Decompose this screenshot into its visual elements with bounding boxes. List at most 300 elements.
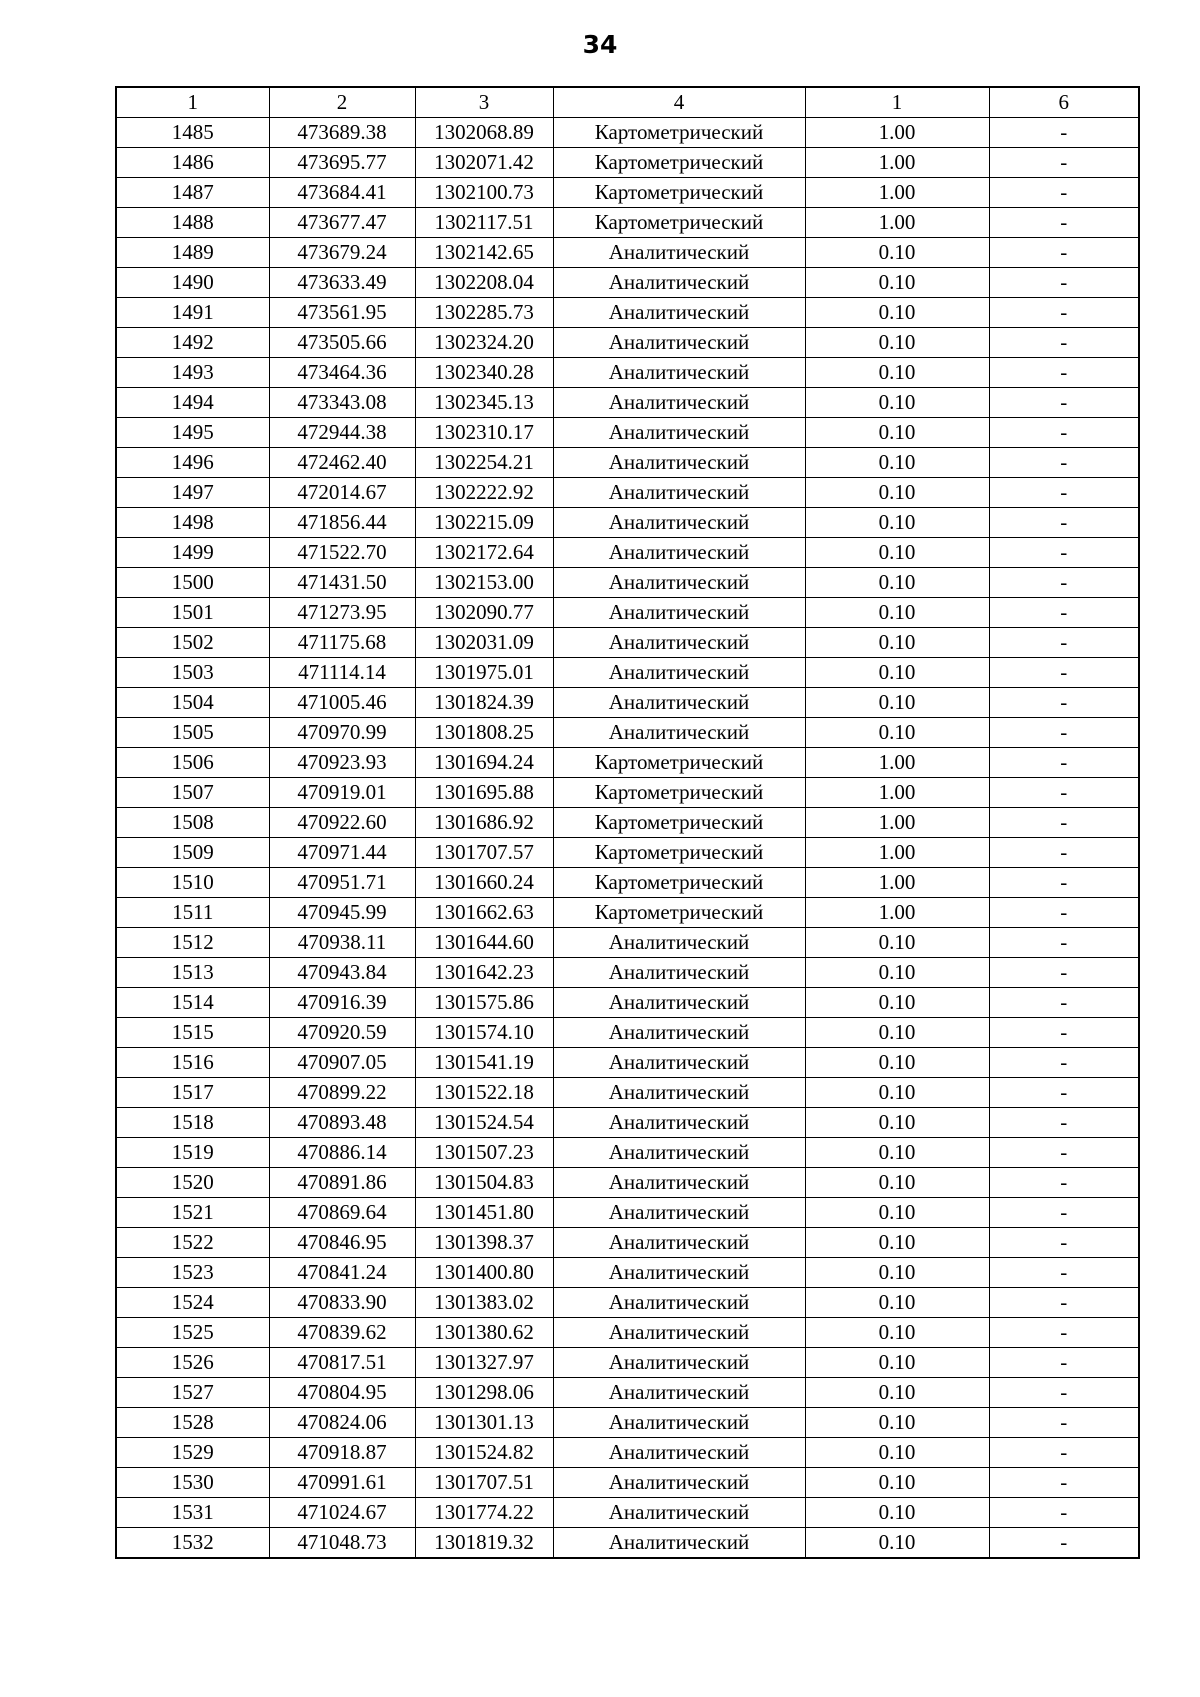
table-row [116,1378,1139,1408]
accuracy-cell: 0.10 [805,718,989,748]
description-cell: - [989,1468,1139,1498]
table-row [116,898,1139,928]
accuracy-cell: 0.10 [805,358,989,388]
y-coordinate-cell: 1301707.51 [415,1468,553,1498]
table-row [116,448,1139,478]
method-cell: Аналитический [553,958,805,988]
method-cell: Аналитический [553,988,805,1018]
point-number-cell: 1505 [116,718,269,748]
method-cell: Картометрический [553,208,805,238]
accuracy-cell: 0.10 [805,1108,989,1138]
method-cell: Аналитический [553,268,805,298]
y-coordinate-cell: 1302310.17 [415,418,553,448]
description-cell: - [989,748,1139,778]
method-cell: Аналитический [553,388,805,418]
description-cell: - [989,808,1139,838]
accuracy-cell: 0.10 [805,1378,989,1408]
method-cell: Аналитический [553,718,805,748]
x-coordinate-cell: 470824.06 [269,1408,415,1438]
x-coordinate-cell: 472014.67 [269,478,415,508]
description-cell: - [989,1528,1139,1559]
description-cell: - [989,448,1139,478]
table-row [116,1408,1139,1438]
accuracy-cell: 0.10 [805,1228,989,1258]
description-cell: - [989,598,1139,628]
description-cell: - [989,508,1139,538]
x-coordinate-cell: 470919.01 [269,778,415,808]
method-cell: Аналитический [553,1378,805,1408]
table-row [116,1228,1139,1258]
point-number-cell: 1499 [116,538,269,568]
accuracy-cell: 1.00 [805,778,989,808]
description-cell: - [989,298,1139,328]
accuracy-cell: 0.10 [805,1438,989,1468]
point-number-cell: 1486 [116,148,269,178]
point-number-cell: 1514 [116,988,269,1018]
y-coordinate-cell: 1302324.20 [415,328,553,358]
table-row [116,1258,1139,1288]
method-cell: Аналитический [553,628,805,658]
description-cell: - [989,1138,1139,1168]
method-cell: Аналитический [553,1198,805,1228]
x-coordinate-cell: 470891.86 [269,1168,415,1198]
method-cell: Картометрический [553,868,805,898]
column-header: 4 [553,87,805,118]
point-number-cell: 1490 [116,268,269,298]
description-cell: - [989,658,1139,688]
x-coordinate-cell: 470945.99 [269,898,415,928]
point-number-cell: 1512 [116,928,269,958]
point-number-cell: 1491 [116,298,269,328]
description-cell: - [989,568,1139,598]
point-number-cell: 1521 [116,1198,269,1228]
x-coordinate-cell: 470918.87 [269,1438,415,1468]
accuracy-cell: 0.10 [805,1348,989,1378]
table-row [116,838,1139,868]
x-coordinate-cell: 473505.66 [269,328,415,358]
x-coordinate-cell: 470970.99 [269,718,415,748]
y-coordinate-cell: 1302254.21 [415,448,553,478]
table-row [116,208,1139,238]
y-coordinate-cell: 1302172.64 [415,538,553,568]
x-coordinate-cell: 470817.51 [269,1348,415,1378]
x-coordinate-cell: 470923.93 [269,748,415,778]
point-number-cell: 1520 [116,1168,269,1198]
accuracy-cell: 0.10 [805,1078,989,1108]
x-coordinate-cell: 470916.39 [269,988,415,1018]
method-cell: Аналитический [553,238,805,268]
description-cell: - [989,928,1139,958]
point-number-cell: 1492 [116,328,269,358]
y-coordinate-cell: 1301507.23 [415,1138,553,1168]
description-cell: - [989,1498,1139,1528]
description-cell: - [989,1318,1139,1348]
y-coordinate-cell: 1301694.24 [415,748,553,778]
x-coordinate-cell: 471024.67 [269,1498,415,1528]
table-row [116,328,1139,358]
description-cell: - [989,988,1139,1018]
method-cell: Аналитический [553,1018,805,1048]
coordinates-table [115,86,1140,1559]
point-number-cell: 1502 [116,628,269,658]
point-number-cell: 1509 [116,838,269,868]
description-cell: - [989,958,1139,988]
table-row [116,1198,1139,1228]
x-coordinate-cell: 471005.46 [269,688,415,718]
table-row [116,1468,1139,1498]
x-coordinate-cell: 473633.49 [269,268,415,298]
table-row [116,1348,1139,1378]
x-coordinate-cell: 470920.59 [269,1018,415,1048]
accuracy-cell: 1.00 [805,148,989,178]
method-cell: Аналитический [553,1258,805,1288]
table-row [116,238,1139,268]
accuracy-cell: 0.10 [805,1528,989,1559]
description-cell: - [989,1198,1139,1228]
x-coordinate-cell: 471431.50 [269,568,415,598]
accuracy-cell: 0.10 [805,1498,989,1528]
table-row [116,808,1139,838]
point-number-cell: 1507 [116,778,269,808]
accuracy-cell: 0.10 [805,538,989,568]
y-coordinate-cell: 1301662.63 [415,898,553,928]
table-row [116,988,1139,1018]
accuracy-cell: 1.00 [805,118,989,148]
x-coordinate-cell: 471273.95 [269,598,415,628]
y-coordinate-cell: 1301298.06 [415,1378,553,1408]
method-cell: Аналитический [553,1078,805,1108]
table-row [116,718,1139,748]
x-coordinate-cell: 470899.22 [269,1078,415,1108]
accuracy-cell: 0.10 [805,598,989,628]
method-cell: Аналитический [553,1468,805,1498]
method-cell: Аналитический [553,1348,805,1378]
description-cell: - [989,238,1139,268]
y-coordinate-cell: 1301398.37 [415,1228,553,1258]
accuracy-cell: 1.00 [805,208,989,238]
column-header: 3 [415,87,553,118]
accuracy-cell: 0.10 [805,1318,989,1348]
table-row [116,958,1139,988]
method-cell: Аналитический [553,598,805,628]
y-coordinate-cell: 1302153.00 [415,568,553,598]
description-cell: - [989,118,1139,148]
point-number-cell: 1532 [116,1528,269,1559]
x-coordinate-cell: 473561.95 [269,298,415,328]
x-coordinate-cell: 470841.24 [269,1258,415,1288]
x-coordinate-cell: 471522.70 [269,538,415,568]
table-row [116,418,1139,448]
description-cell: - [989,1018,1139,1048]
accuracy-cell: 1.00 [805,808,989,838]
table-row [116,388,1139,418]
method-cell: Аналитический [553,1138,805,1168]
point-number-cell: 1487 [116,178,269,208]
description-cell: - [989,1108,1139,1138]
point-number-cell: 1529 [116,1438,269,1468]
description-cell: - [989,148,1139,178]
accuracy-cell: 0.10 [805,1198,989,1228]
accuracy-cell: 0.10 [805,628,989,658]
table-row [116,268,1139,298]
table-row [116,1048,1139,1078]
y-coordinate-cell: 1301451.80 [415,1198,553,1228]
description-cell: - [989,538,1139,568]
accuracy-cell: 0.10 [805,988,989,1018]
y-coordinate-cell: 1301383.02 [415,1288,553,1318]
method-cell: Картометрический [553,838,805,868]
method-cell: Аналитический [553,1168,805,1198]
y-coordinate-cell: 1301574.10 [415,1018,553,1048]
table-row [116,688,1139,718]
method-cell: Картометрический [553,778,805,808]
point-number-cell: 1531 [116,1498,269,1528]
y-coordinate-cell: 1302117.51 [415,208,553,238]
y-coordinate-cell: 1301644.60 [415,928,553,958]
y-coordinate-cell: 1301301.13 [415,1408,553,1438]
description-cell: - [989,1288,1139,1318]
point-number-cell: 1506 [116,748,269,778]
description-cell: - [989,868,1139,898]
accuracy-cell: 0.10 [805,448,989,478]
description-cell: - [989,178,1139,208]
table-row [116,1018,1139,1048]
point-number-cell: 1493 [116,358,269,388]
description-cell: - [989,628,1139,658]
column-header: 6 [989,87,1139,118]
point-number-cell: 1504 [116,688,269,718]
table-row [116,298,1139,328]
table-row [116,778,1139,808]
table-row [116,868,1139,898]
point-number-cell: 1527 [116,1378,269,1408]
point-number-cell: 1503 [116,658,269,688]
y-coordinate-cell: 1302090.77 [415,598,553,628]
table-row [116,748,1139,778]
description-cell: - [989,1078,1139,1108]
table-row [116,1318,1139,1348]
y-coordinate-cell: 1301400.80 [415,1258,553,1288]
accuracy-cell: 1.00 [805,898,989,928]
x-coordinate-cell: 470951.71 [269,868,415,898]
x-coordinate-cell: 470846.95 [269,1228,415,1258]
point-number-cell: 1498 [116,508,269,538]
method-cell: Картометрический [553,748,805,778]
method-cell: Аналитический [553,1108,805,1138]
y-coordinate-cell: 1302215.09 [415,508,553,538]
x-coordinate-cell: 473677.47 [269,208,415,238]
y-coordinate-cell: 1301642.23 [415,958,553,988]
table-row [116,1528,1139,1559]
method-cell: Картометрический [553,148,805,178]
accuracy-cell: 0.10 [805,1168,989,1198]
accuracy-cell: 1.00 [805,868,989,898]
x-coordinate-cell: 470886.14 [269,1138,415,1168]
x-coordinate-cell: 470907.05 [269,1048,415,1078]
x-coordinate-cell: 471175.68 [269,628,415,658]
column-header: 1 [805,87,989,118]
description-cell: - [989,1228,1139,1258]
y-coordinate-cell: 1302031.09 [415,628,553,658]
accuracy-cell: 0.10 [805,1258,989,1288]
method-cell: Аналитический [553,478,805,508]
accuracy-cell: 0.10 [805,298,989,328]
description-cell: - [989,838,1139,868]
point-number-cell: 1518 [116,1108,269,1138]
accuracy-cell: 0.10 [805,928,989,958]
accuracy-cell: 0.10 [805,958,989,988]
y-coordinate-cell: 1301380.62 [415,1318,553,1348]
accuracy-cell: 1.00 [805,178,989,208]
table-row [116,508,1139,538]
point-number-cell: 1524 [116,1288,269,1318]
point-number-cell: 1517 [116,1078,269,1108]
accuracy-cell: 0.10 [805,658,989,688]
point-number-cell: 1494 [116,388,269,418]
x-coordinate-cell: 471048.73 [269,1528,415,1559]
x-coordinate-cell: 471856.44 [269,508,415,538]
description-cell: - [989,268,1139,298]
point-number-cell: 1510 [116,868,269,898]
point-number-cell: 1526 [116,1348,269,1378]
accuracy-cell: 0.10 [805,568,989,598]
method-cell: Аналитический [553,1318,805,1348]
description-cell: - [989,388,1139,418]
table-row [116,178,1139,208]
accuracy-cell: 0.10 [805,238,989,268]
y-coordinate-cell: 1301660.24 [415,868,553,898]
method-cell: Аналитический [553,508,805,538]
point-number-cell: 1525 [116,1318,269,1348]
y-coordinate-cell: 1301808.25 [415,718,553,748]
table-row [116,628,1139,658]
y-coordinate-cell: 1301575.86 [415,988,553,1018]
description-cell: - [989,1378,1139,1408]
description-cell: - [989,478,1139,508]
y-coordinate-cell: 1301327.97 [415,1348,553,1378]
table-row [116,118,1139,148]
point-number-cell: 1515 [116,1018,269,1048]
description-cell: - [989,1438,1139,1468]
y-coordinate-cell: 1301695.88 [415,778,553,808]
method-cell: Аналитический [553,1048,805,1078]
x-coordinate-cell: 473695.77 [269,148,415,178]
y-coordinate-cell: 1301707.57 [415,838,553,868]
y-coordinate-cell: 1302222.92 [415,478,553,508]
y-coordinate-cell: 1301541.19 [415,1048,553,1078]
x-coordinate-cell: 473343.08 [269,388,415,418]
x-coordinate-cell: 470943.84 [269,958,415,988]
x-coordinate-cell: 470839.62 [269,1318,415,1348]
point-number-cell: 1495 [116,418,269,448]
y-coordinate-cell: 1302142.65 [415,238,553,268]
description-cell: - [989,718,1139,748]
y-coordinate-cell: 1301774.22 [415,1498,553,1528]
column-header: 1 [116,87,269,118]
table-row [116,1078,1139,1108]
point-number-cell: 1516 [116,1048,269,1078]
table-row [116,658,1139,688]
y-coordinate-cell: 1301819.32 [415,1528,553,1559]
method-cell: Аналитический [553,658,805,688]
method-cell: Аналитический [553,298,805,328]
accuracy-cell: 0.10 [805,1408,989,1438]
method-cell: Картометрический [553,118,805,148]
accuracy-cell: 0.10 [805,1018,989,1048]
table-row [116,1438,1139,1468]
accuracy-cell: 0.10 [805,328,989,358]
point-number-cell: 1496 [116,448,269,478]
table-row [116,1138,1139,1168]
x-coordinate-cell: 473679.24 [269,238,415,268]
method-cell: Аналитический [553,688,805,718]
x-coordinate-cell: 472944.38 [269,418,415,448]
table-row [116,1108,1139,1138]
description-cell: - [989,1048,1139,1078]
point-number-cell: 1488 [116,208,269,238]
method-cell: Аналитический [553,1408,805,1438]
y-coordinate-cell: 1301522.18 [415,1078,553,1108]
accuracy-cell: 0.10 [805,1288,989,1318]
point-number-cell: 1497 [116,478,269,508]
point-number-cell: 1508 [116,808,269,838]
x-coordinate-cell: 470833.90 [269,1288,415,1318]
description-cell: - [989,1408,1139,1438]
x-coordinate-cell: 470938.11 [269,928,415,958]
accuracy-cell: 0.10 [805,388,989,418]
accuracy-cell: 0.10 [805,1138,989,1168]
y-coordinate-cell: 1301524.54 [415,1108,553,1138]
method-cell: Аналитический [553,928,805,958]
column-header: 2 [269,87,415,118]
method-cell: Аналитический [553,328,805,358]
y-coordinate-cell: 1302345.13 [415,388,553,418]
y-coordinate-cell: 1302071.42 [415,148,553,178]
x-coordinate-cell: 470991.61 [269,1468,415,1498]
description-cell: - [989,1258,1139,1288]
method-cell: Картометрический [553,898,805,928]
table-row [116,928,1139,958]
x-coordinate-cell: 470971.44 [269,838,415,868]
y-coordinate-cell: 1302285.73 [415,298,553,328]
x-coordinate-cell: 473689.38 [269,118,415,148]
method-cell: Картометрический [553,808,805,838]
point-number-cell: 1519 [116,1138,269,1168]
y-coordinate-cell: 1301975.01 [415,658,553,688]
y-coordinate-cell: 1302068.89 [415,118,553,148]
x-coordinate-cell: 473464.36 [269,358,415,388]
x-coordinate-cell: 470804.95 [269,1378,415,1408]
point-number-cell: 1513 [116,958,269,988]
x-coordinate-cell: 470869.64 [269,1198,415,1228]
method-cell: Аналитический [553,568,805,598]
x-coordinate-cell: 471114.14 [269,658,415,688]
table-row [116,1168,1139,1198]
accuracy-cell: 0.10 [805,688,989,718]
y-coordinate-cell: 1302208.04 [415,268,553,298]
method-cell: Аналитический [553,358,805,388]
table-row [116,1288,1139,1318]
accuracy-cell: 1.00 [805,838,989,868]
description-cell: - [989,898,1139,928]
accuracy-cell: 0.10 [805,1048,989,1078]
description-cell: - [989,328,1139,358]
table-row [116,148,1139,178]
method-cell: Аналитический [553,418,805,448]
method-cell: Аналитический [553,1288,805,1318]
accuracy-cell: 0.10 [805,418,989,448]
y-coordinate-cell: 1301524.82 [415,1438,553,1468]
